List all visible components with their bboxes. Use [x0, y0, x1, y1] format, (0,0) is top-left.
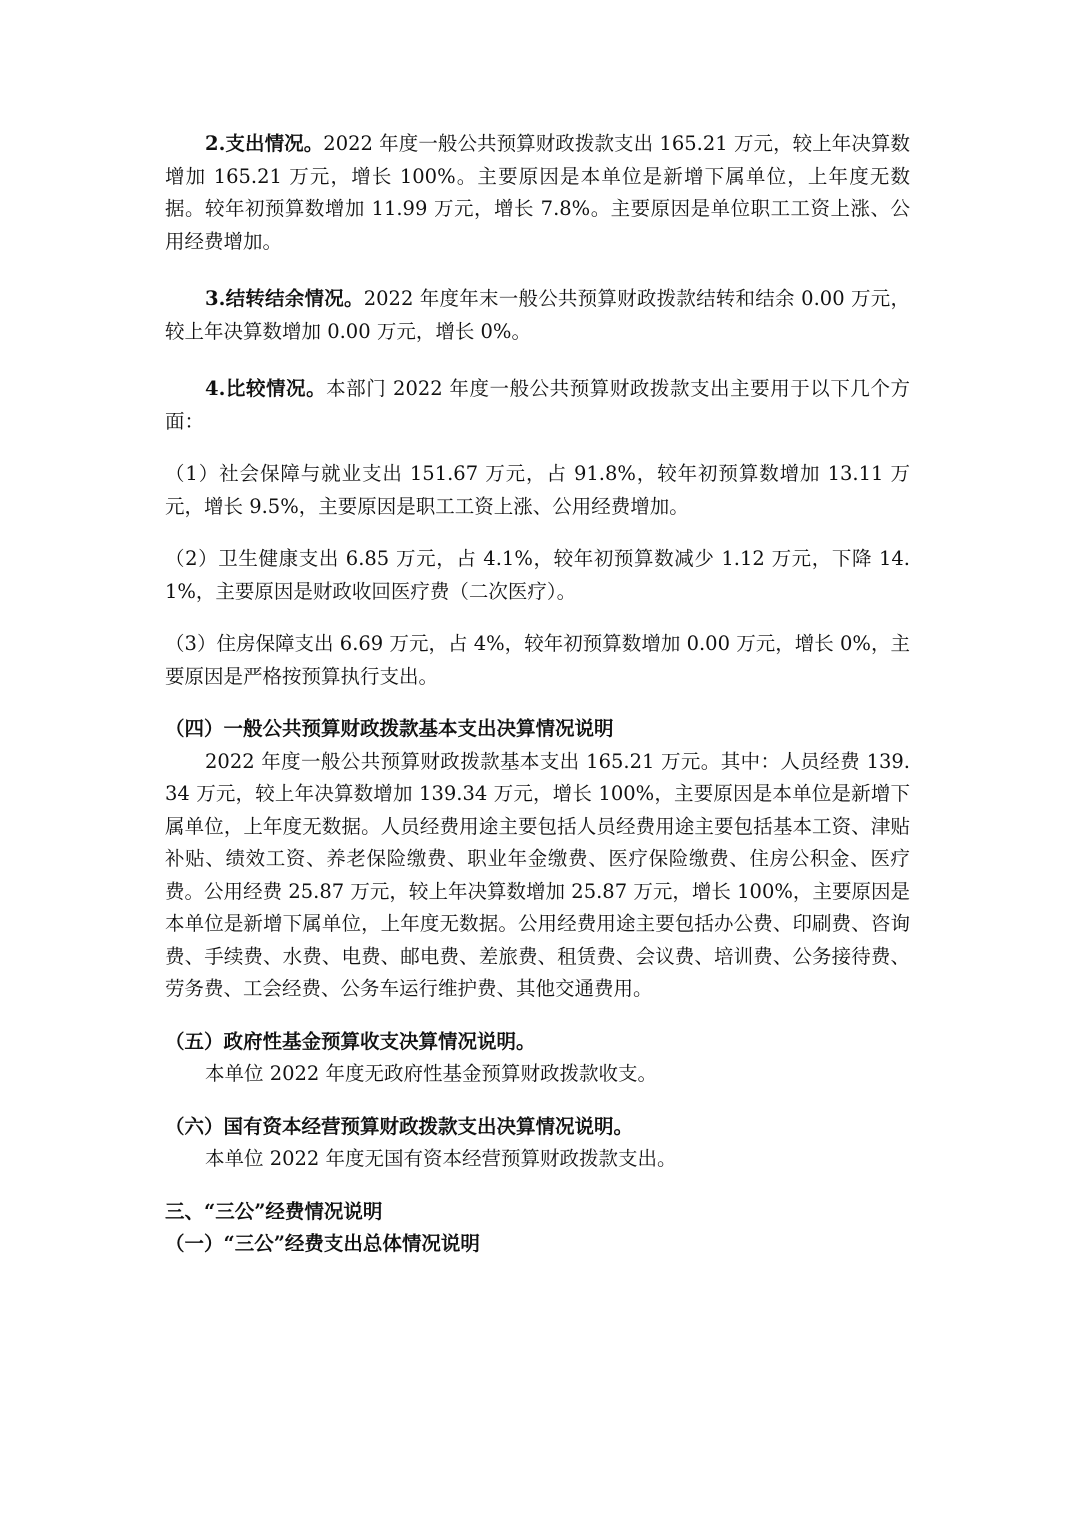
- comparison-lead: 4.比较情况。: [205, 377, 327, 400]
- fund-body: 本单位 2022 年度无政府性基金预算财政拨款收支。: [205, 1062, 658, 1085]
- three-public-heading: 三、“三公”经费情况说明: [165, 1199, 383, 1223]
- basic-expense-body: 2022 年度一般公共预算财政拨款基本支出 165.21 万元。其中：人员经费 139.34 万元，较上年决算数增加 139.34 万元，增长 100%，主要原因是本单位是新增下属单位，上年度无数据。人员经费用途主要包括人员经费用途主要包括基本工资、津贴补贴、绩效工资、养老保险缴费、职业年金缴费、医疗保险缴费、住房公积金、医疗费。公用经费 25.87 万元，较上年决算数增加 25.87 万元，增长 100%，主要原因是本单位是新增下属单位，上年度无数据。公用经费用途主要包括办公费、印刷费、咨询费、手续费、水费、电费、邮电费、差旅费、租赁费、会议费、培训费、公务接待费、劳务费、工会经费、公务车运行维护费、其他交通费用。: [165, 749, 910, 1000]
- expense-lead: 2.支出情况。: [205, 132, 324, 155]
- expense-body: 2022 年度一般公共预算财政拨款支出 165.21 万元，较上年决算数增加 165.21 万元，增长 100%。主要原因是本单位是新增下属单位，上年度无数据。较年初预算数增加 11.99 万元，增长 7.8%。主要原因是单位职工工资上涨、公用经费增加。: [165, 132, 910, 253]
- comparison-body: 本部门 2022 年度一般公共预算财政拨款支出主要用于以下几个方面：: [165, 377, 910, 433]
- state-capital-body: 本单位 2022 年度无国有资本经营预算财政拨款支出。: [205, 1147, 677, 1170]
- carryover-body: 2022 年度年末一般公共预算财政拨款结转和结余 0.00 万元，较上年决算数增加 0.00 万元，增长 0%。: [165, 287, 910, 343]
- three-public-subheading: （一）“三公”经费支出总体情况说明: [165, 1232, 480, 1255]
- basic-expense-heading: （四）一般公共预算财政拨款基本支出决算情况说明: [165, 717, 614, 740]
- document-page: [165, 128, 910, 1261]
- comparison-paragraph: [165, 373, 910, 438]
- state-capital-heading: （六）国有资本经营预算财政拨款支出决算情况说明。: [165, 1114, 634, 1138]
- expense-paragraph: [165, 128, 910, 258]
- list-item: （3）住房保障支出 6.69 万元，占 4%，较年初预算数增加 0.00 万元，增长 0%，主要原因是严格按预算执行支出。: [165, 632, 910, 688]
- list-item: （2）卫生健康支出 6.85 万元，占 4.1%，较年初预算数减少 1.12 万元，下降 14.1%，主要原因是财政收回医疗费（二次医疗）。: [165, 547, 910, 603]
- carryover-lead: 3.结转结余情况。: [205, 287, 364, 310]
- carryover-paragraph: [165, 283, 910, 348]
- fund-heading: （五）政府性基金预算收支决算情况说明。: [165, 1029, 536, 1053]
- list-item: （1）社会保障与就业支出 151.67 万元，占 91.8%，较年初预算数增加 13.11 万元，增长 9.5%，主要原因是职工工资上涨、公用经费增加。: [165, 462, 910, 518]
